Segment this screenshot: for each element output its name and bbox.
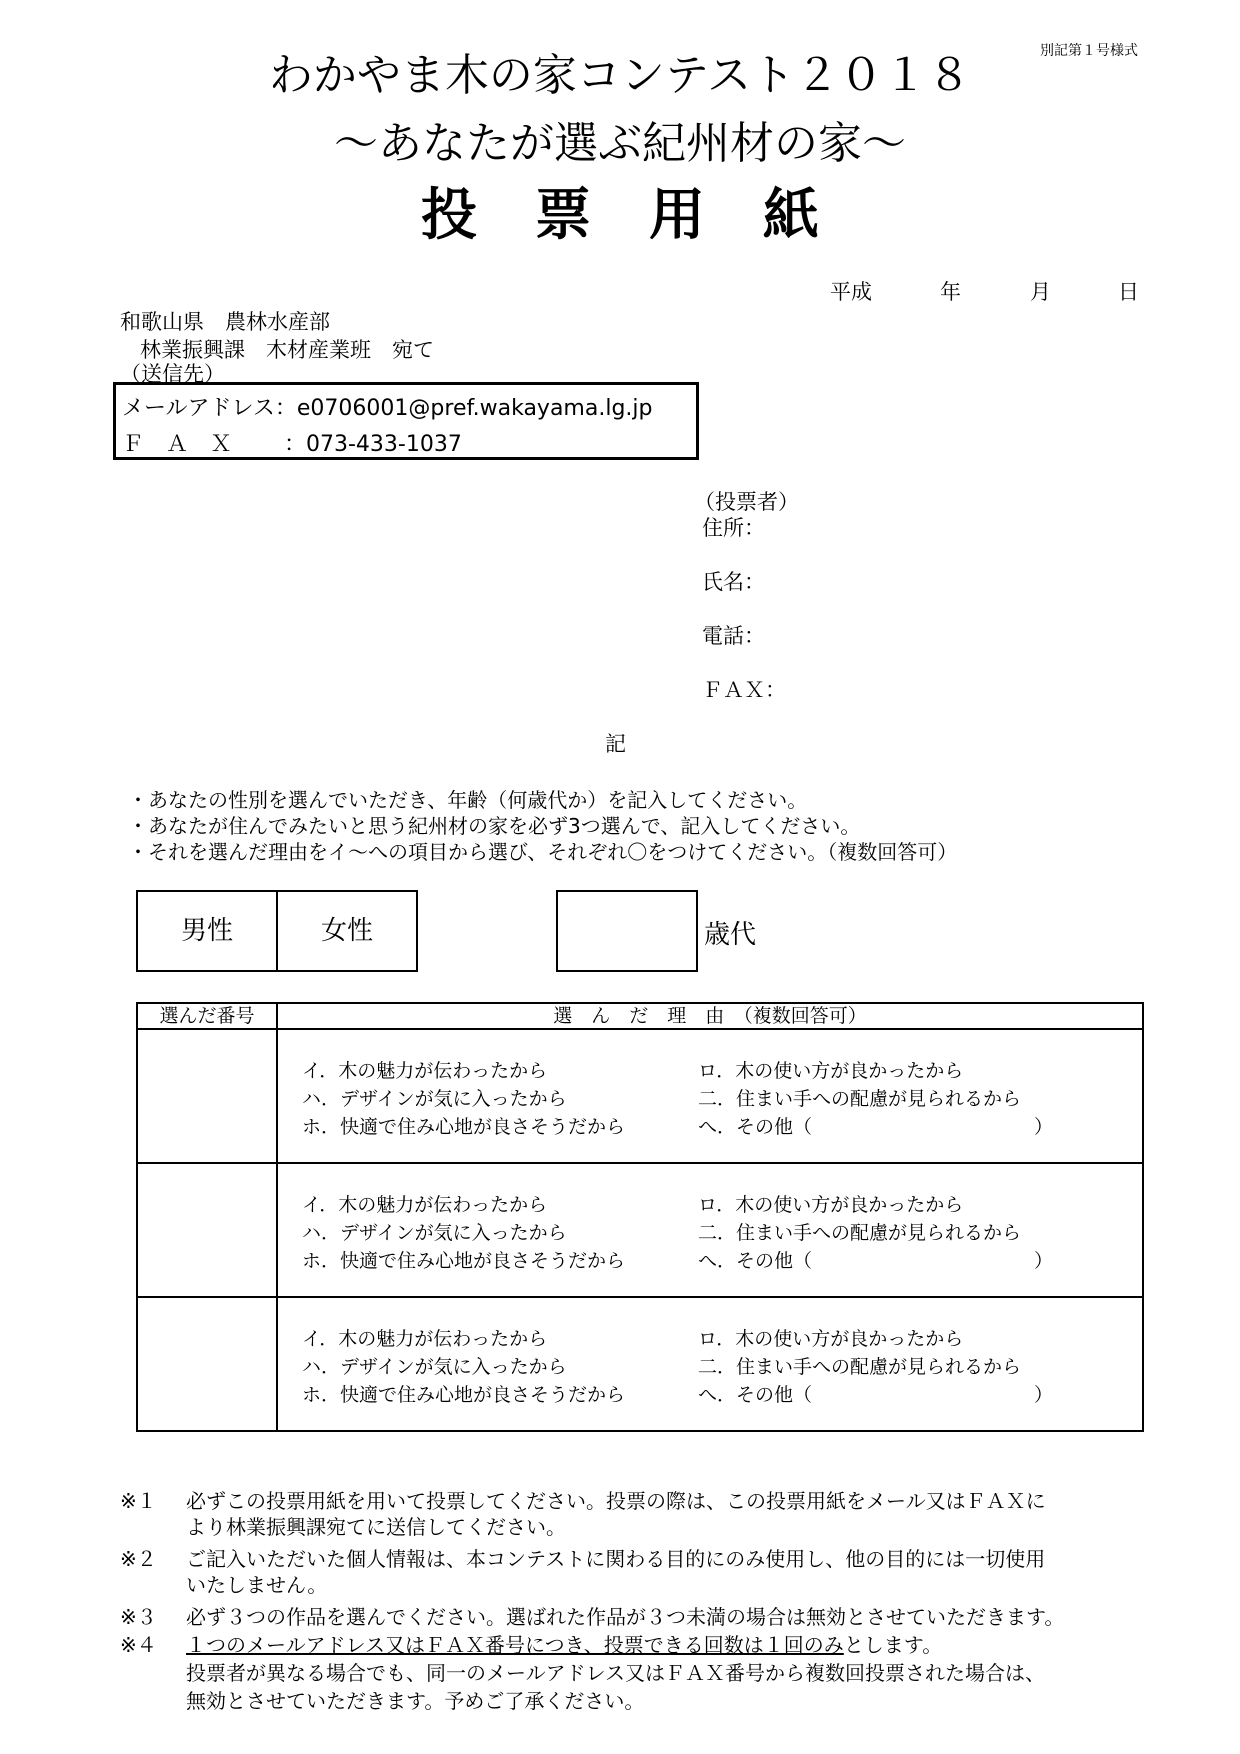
option-he-close: ） bbox=[1034, 1384, 1054, 1406]
selected-number-cell-2[interactable] bbox=[137, 1163, 277, 1297]
female-box[interactable]: 女性 bbox=[276, 890, 418, 972]
reason-cell-1 bbox=[277, 1029, 1143, 1163]
option-ho[interactable]: ホ．快適で住み心地が良さそうだから bbox=[302, 1250, 626, 1272]
send-to-box bbox=[113, 382, 699, 460]
option-ha[interactable]: ハ．デザインが気に入ったから bbox=[302, 1356, 567, 1378]
selected-number-cell-3[interactable] bbox=[137, 1297, 277, 1431]
option-he[interactable]: へ．その他（ bbox=[698, 1116, 813, 1138]
option-ni[interactable]: 二．住まい手への配慮が見られるから bbox=[698, 1356, 1022, 1378]
footnote-4-line-3: 無効とさせていただきます。予めご了承ください。 bbox=[186, 1689, 645, 1713]
footnote-1-line-2: より林業振興課宛てに送信してください。 bbox=[186, 1515, 566, 1539]
voter-phone-label: 電話： bbox=[702, 624, 765, 648]
option-ro[interactable]: ロ．木の使い方が良かったから bbox=[698, 1060, 964, 1082]
date-era: 平成 bbox=[830, 280, 872, 304]
fax-label: Ｆ Ａ Ｘ bbox=[122, 432, 233, 457]
option-ro[interactable]: ロ．木の使い方が良かったから bbox=[698, 1328, 964, 1350]
instruction-1: ・あなたの性別を選んでいただき、年齢（何歳代か）を記入してください。 bbox=[128, 788, 808, 812]
age-input-box[interactable] bbox=[556, 890, 698, 972]
footnote-4-mark: ※４ bbox=[120, 1633, 157, 1657]
recipient-line-2: 林業振興課 木材産業班 宛て bbox=[140, 338, 434, 362]
option-i[interactable]: イ．木の魅力が伝わったから bbox=[302, 1194, 548, 1216]
instruction-3: ・それを選んだ理由をイ～への項目から選び、それぞれ〇をつけてください。（複数回答可） bbox=[128, 840, 958, 864]
footnote-1-mark: ※１ bbox=[120, 1489, 157, 1513]
option-ro[interactable]: ロ．木の使い方が良かったから bbox=[698, 1194, 964, 1216]
table-row bbox=[137, 1163, 1143, 1297]
age-suffix: 歳代 bbox=[704, 920, 757, 950]
option-ho[interactable]: ホ．快適で住み心地が良さそうだから bbox=[302, 1116, 626, 1138]
option-ha[interactable]: ハ．デザインが気に入ったから bbox=[302, 1222, 567, 1244]
reason-cell-3 bbox=[277, 1297, 1143, 1431]
date-day: 日 bbox=[1118, 280, 1139, 304]
selected-number-cell-1[interactable] bbox=[137, 1029, 277, 1163]
title-line-1: わかやま木の家コンテスト２０１８ bbox=[268, 50, 972, 101]
reasons-table bbox=[136, 1002, 1144, 1432]
option-i[interactable]: イ．木の魅力が伝わったから bbox=[302, 1328, 548, 1350]
voter-heading: （投票者） bbox=[694, 490, 799, 514]
footnote-2-line-1: ご記入いただいた個人情報は、本コンテストに関わる目的にのみ使用し、他の目的には一切使用 bbox=[186, 1547, 1046, 1571]
footnote-4-line-1 bbox=[186, 1632, 942, 1658]
fax-value: ：073-433-1037 bbox=[284, 432, 462, 457]
voter-fax-label: ＦＡＸ： bbox=[702, 678, 786, 702]
recipient-line-1: 和歌山県 農林水産部 bbox=[120, 310, 330, 334]
table-row bbox=[137, 1029, 1143, 1163]
footnote-3-mark: ※３ bbox=[120, 1605, 157, 1629]
footnote-1-line-1: 必ずこの投票用紙を用いて投票してください。投票の際は、この投票用紙をメール又はＦＡＸに bbox=[186, 1489, 1046, 1513]
title-line-2: ～あなたが選ぶ紀州材の家～ bbox=[334, 118, 906, 169]
footnote-2-mark: ※２ bbox=[120, 1547, 157, 1571]
form-id: 別記第１号様式 bbox=[1040, 43, 1138, 59]
email-line: メールアドレス：e0706001@pref.wakayama.lg.jp bbox=[122, 396, 653, 421]
footnote-4-rest: とします。 bbox=[843, 1633, 943, 1657]
footnote-4-line-2: 投票者が異なる場合でも、同一のメールアドレス又はＦＡＸ番号から複数回投票された場合は、 bbox=[186, 1661, 1045, 1685]
option-he-close: ） bbox=[1034, 1250, 1054, 1272]
option-i[interactable]: イ．木の魅力が伝わったから bbox=[302, 1060, 548, 1082]
table-row bbox=[137, 1297, 1143, 1431]
option-ni[interactable]: 二．住まい手への配慮が見られるから bbox=[698, 1222, 1022, 1244]
instruction-2: ・あなたが住んでみたいと思う紀州材の家を必ず3つ選んで、記入してください。 bbox=[128, 814, 861, 838]
male-box[interactable]: 男性 bbox=[136, 890, 278, 972]
footnote-4-underlined: １つのメールアドレス又はＦＡＸ番号につき、投票できる回数は１回のみ bbox=[186, 1633, 844, 1657]
ki-heading: 記 bbox=[605, 732, 626, 756]
date-year: 年 bbox=[940, 280, 961, 304]
option-ho[interactable]: ホ．快適で住み心地が良さそうだから bbox=[302, 1384, 626, 1406]
option-ha[interactable]: ハ．デザインが気に入ったから bbox=[302, 1088, 567, 1110]
col-header-reason: 選 ん だ 理 由 （複数回答可） bbox=[277, 1003, 1143, 1029]
option-he-close: ） bbox=[1034, 1116, 1054, 1138]
send-to-label: （送信先） bbox=[120, 362, 225, 386]
footnote-3-line-1: 必ず３つの作品を選んでください。選ばれた作品が３つ未満の場合は無効とさせていただきます。 bbox=[186, 1605, 1065, 1629]
footnote-2-line-2: いたしません。 bbox=[186, 1573, 328, 1597]
option-he[interactable]: へ．その他（ bbox=[698, 1250, 813, 1272]
date-month: 月 bbox=[1030, 280, 1051, 304]
option-ni[interactable]: 二．住まい手への配慮が見られるから bbox=[698, 1088, 1022, 1110]
voter-address-label: 住所： bbox=[702, 516, 765, 540]
reason-cell-2 bbox=[277, 1163, 1143, 1297]
voter-name-label: 氏名： bbox=[702, 570, 765, 594]
option-he[interactable]: へ．その他（ bbox=[698, 1384, 813, 1406]
col-header-number: 選んだ番号 bbox=[137, 1003, 277, 1029]
title-line-3: 投票用紙 bbox=[421, 183, 877, 248]
